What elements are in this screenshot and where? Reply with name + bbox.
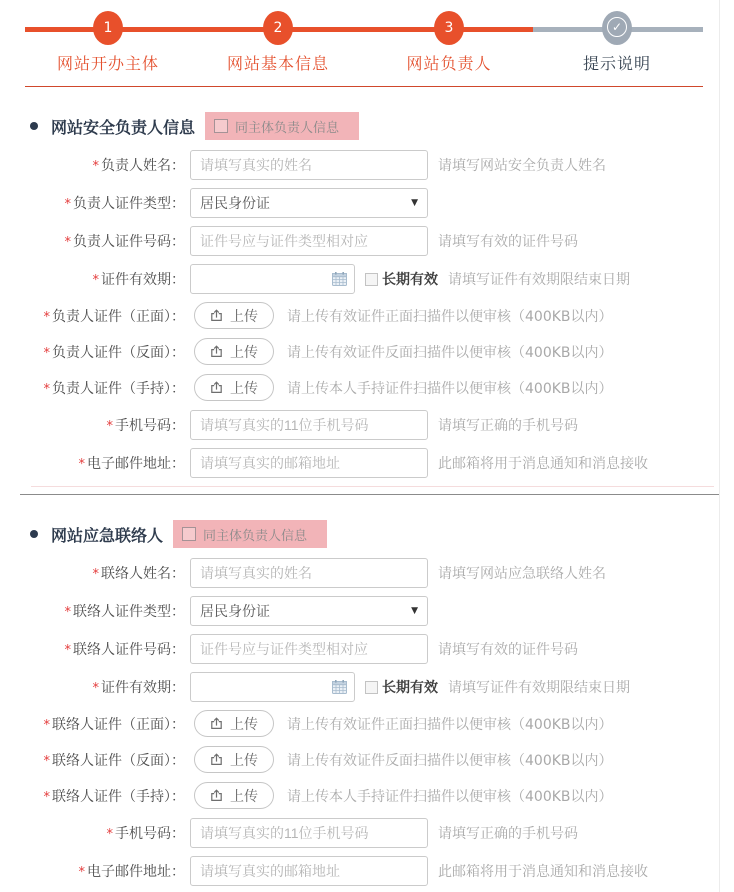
field-row: [0, 634, 734, 664]
upload-button-label: 上传: [230, 380, 258, 397]
required-asterisk: *: [78, 865, 85, 880]
required-asterisk: *: [106, 827, 113, 842]
required-asterisk: *: [92, 681, 99, 696]
upload-icon: [210, 717, 223, 730]
security-manager-mobile-input[interactable]: [190, 410, 428, 440]
emergency-contact-email-label: * 电子邮件地址：: [78, 864, 185, 880]
checkbox-icon[interactable]: [365, 681, 378, 694]
emergency-contact-id-expiry-date-field: [190, 672, 355, 702]
security-manager-id-number-input[interactable]: [190, 226, 428, 256]
security-manager-id-type-select[interactable]: [190, 188, 428, 218]
field-row: [0, 150, 734, 180]
field-row: [0, 374, 734, 401]
emergency-contact-id-back-upload-button[interactable]: [194, 746, 274, 773]
field-row: [0, 672, 734, 702]
section-security-manager: [0, 112, 734, 478]
field-row: [0, 818, 734, 848]
step-label-3: 网站负责人: [406, 54, 492, 73]
field-row: [0, 188, 734, 218]
field-row: [0, 448, 734, 478]
emergency-contact-id-number-input[interactable]: [190, 634, 428, 664]
emergency-contact-id-back-label: * 联络人证件（反面）：: [43, 752, 185, 769]
field-hint: 此邮箱将用于消息通知和消息接收: [438, 864, 648, 880]
form-rows: [0, 150, 734, 478]
field-hint: 此邮箱将用于消息通知和消息接收: [438, 456, 648, 472]
required-asterisk: *: [92, 273, 99, 288]
security-manager-id-type-label: * 负责人证件类型：: [64, 196, 185, 212]
field-hint: 请上传有效证件反面扫描件以便审核（400KB以内）: [287, 752, 613, 769]
checkbox-label: 同主体负责人信息: [235, 120, 340, 136]
page-right-border: [719, 0, 720, 892]
field-row: [0, 746, 734, 773]
field-hint: 请上传有效证件正面扫描件以便审核（400KB以内）: [287, 308, 613, 325]
field-hint: 请填写网站应急联络人姓名: [438, 566, 606, 582]
steps-divider: [25, 86, 703, 87]
field-hint: 请填写有效的证件号码: [438, 234, 578, 250]
step-item-3[interactable]: [379, 11, 519, 74]
field-hint: 请填写有效的证件号码: [438, 642, 578, 658]
field-row: [0, 782, 734, 809]
security-manager-id-number-label: * 负责人证件号码：: [64, 234, 185, 250]
chevron-down-icon: ▼: [411, 606, 418, 616]
security-manager-id-front-label: * 负责人证件（正面）：: [43, 308, 185, 325]
section-header: [30, 520, 734, 548]
security-manager-name-label: * 负责人姓名：: [92, 158, 185, 174]
field-hint: 请填写证件有效期限结束日期: [448, 680, 630, 696]
section-header: [30, 112, 734, 140]
emergency-contact-email-input[interactable]: [190, 856, 428, 886]
emergency-contact-id-handheld-upload-button[interactable]: [194, 782, 274, 809]
step-circle-2: 2: [263, 11, 293, 45]
required-asterisk: *: [43, 381, 50, 397]
upload-button-label: 上传: [230, 308, 258, 325]
long-term-valid-checkbox[interactable]: [365, 677, 438, 697]
security-manager-id-handheld-label: * 负责人证件（手持）：: [43, 380, 185, 397]
upload-button-label: 上传: [230, 716, 258, 733]
step-indicator: [0, 0, 734, 86]
section-title: 网站安全负责人信息: [51, 117, 196, 137]
emergency-contact-id-expiry-label: * 证件有效期：: [92, 680, 185, 696]
upload-button-label: 上传: [230, 752, 258, 769]
calendar-icon[interactable]: [332, 680, 347, 694]
section-title: 网站应急联络人: [51, 525, 164, 545]
step-item-2[interactable]: [208, 11, 348, 74]
required-asterisk: *: [43, 789, 50, 805]
required-asterisk: *: [64, 197, 71, 212]
checkbox-label: 长期有效: [382, 680, 438, 696]
emergency-contact-name-label: * 联络人姓名：: [92, 566, 185, 582]
upload-icon: [210, 381, 223, 394]
field-hint: 请填写正确的手机号码: [438, 826, 578, 842]
section-divider: [0, 486, 734, 495]
step-item-1[interactable]: [38, 11, 178, 74]
emergency-contact-id-handheld-label: * 联络人证件（手持）：: [43, 788, 185, 805]
field-hint: 请上传有效证件正面扫描件以便审核（400KB以内）: [287, 716, 613, 733]
security-manager-id-front-upload-button[interactable]: [194, 302, 274, 329]
upload-icon: [210, 789, 223, 802]
divider-line-gray: [20, 494, 719, 495]
checkbox-icon[interactable]: [182, 527, 196, 541]
security-manager-email-label: * 电子邮件地址：: [78, 456, 185, 472]
security-manager-id-back-upload-button[interactable]: [194, 338, 274, 365]
field-row: [0, 710, 734, 737]
security-manager-email-input[interactable]: [190, 448, 428, 478]
required-asterisk: *: [64, 643, 71, 658]
security-manager-id-expiry-label: * 证件有效期：: [92, 272, 185, 288]
calendar-icon[interactable]: [332, 272, 347, 286]
step-item-4[interactable]: [547, 11, 687, 74]
field-row: [0, 264, 734, 294]
selected-value: 居民身份证: [200, 196, 270, 212]
step-label-2: 网站基本信息: [226, 54, 329, 73]
emergency-contact-id-front-upload-button[interactable]: [194, 710, 274, 737]
selected-value: 居民身份证: [200, 604, 270, 620]
field-row: [0, 410, 734, 440]
upload-button-label: 上传: [230, 788, 258, 805]
checkbox-icon[interactable]: [214, 119, 228, 133]
required-asterisk: *: [43, 753, 50, 769]
emergency-contact-id-number-label: * 联络人证件号码：: [64, 642, 185, 658]
security-manager-id-handheld-upload-button[interactable]: [194, 374, 274, 401]
emergency-contact-id-expiry-input[interactable]: [191, 673, 332, 701]
field-hint: 请上传本人手持证件扫描件以便审核（400KB以内）: [287, 380, 613, 397]
security-manager-id-back-label: * 负责人证件（反面）：: [43, 344, 185, 361]
bullet-icon: [30, 122, 38, 130]
divider-line-pink: [31, 486, 714, 487]
check-icon: ✓: [607, 17, 627, 37]
emergency-contact-id-front-label: * 联络人证件（正面）：: [43, 716, 185, 733]
required-asterisk: *: [92, 159, 99, 174]
field-row: [0, 558, 734, 588]
required-asterisk: *: [43, 309, 50, 325]
required-asterisk: *: [78, 457, 85, 472]
security-manager-id-expiry-input[interactable]: [191, 265, 332, 293]
emergency-contact-mobile-input[interactable]: [190, 818, 428, 848]
emergency-contact-name-input[interactable]: [190, 558, 428, 588]
step-circle-4: [602, 11, 632, 45]
form-rows: [0, 558, 734, 886]
required-asterisk: *: [43, 717, 50, 733]
same-as-subject-checkbox[interactable]: [205, 112, 359, 140]
checkbox-label: 长期有效: [382, 272, 438, 288]
field-row: [0, 856, 734, 886]
step-circle-1: 1: [93, 11, 123, 45]
security-manager-name-input[interactable]: [190, 150, 428, 180]
field-hint: 请上传有效证件反面扫描件以便审核（400KB以内）: [287, 344, 613, 361]
step-label-1: 网站开办主体: [56, 54, 159, 73]
emergency-contact-mobile-label: * 手机号码：: [106, 826, 185, 842]
security-manager-mobile-label: * 手机号码：: [106, 418, 185, 434]
field-hint: 请填写网站安全负责人姓名: [438, 158, 606, 174]
same-as-subject-checkbox[interactable]: [173, 520, 327, 548]
upload-icon: [210, 345, 223, 358]
field-row: [0, 596, 734, 626]
required-asterisk: *: [64, 235, 71, 250]
security-manager-id-expiry-date-field: [190, 264, 355, 294]
checkbox-icon[interactable]: [365, 273, 378, 286]
field-row: [0, 302, 734, 329]
emergency-contact-id-type-label: * 联络人证件类型：: [64, 604, 185, 620]
long-term-valid-checkbox[interactable]: [365, 269, 438, 289]
required-asterisk: *: [106, 419, 113, 434]
required-asterisk: *: [64, 605, 71, 620]
field-hint: 请上传本人手持证件扫描件以便审核（400KB以内）: [287, 788, 613, 805]
upload-icon: [210, 309, 223, 322]
upload-button-label: 上传: [230, 344, 258, 361]
step-circle-3: 3: [434, 11, 464, 45]
chevron-down-icon: ▼: [411, 198, 418, 208]
bullet-icon: [30, 530, 38, 538]
field-row: [0, 226, 734, 256]
required-asterisk: *: [92, 567, 99, 582]
emergency-contact-id-type-select[interactable]: [190, 596, 428, 626]
section-emergency-contact: [0, 520, 734, 886]
field-hint: 请填写正确的手机号码: [438, 418, 578, 434]
step-label-4: 提示说明: [582, 54, 651, 73]
upload-icon: [210, 753, 223, 766]
required-asterisk: *: [43, 345, 50, 361]
field-row: [0, 338, 734, 365]
field-hint: 请填写证件有效期限结束日期: [448, 272, 630, 288]
checkbox-label: 同主体负责人信息: [203, 528, 308, 544]
